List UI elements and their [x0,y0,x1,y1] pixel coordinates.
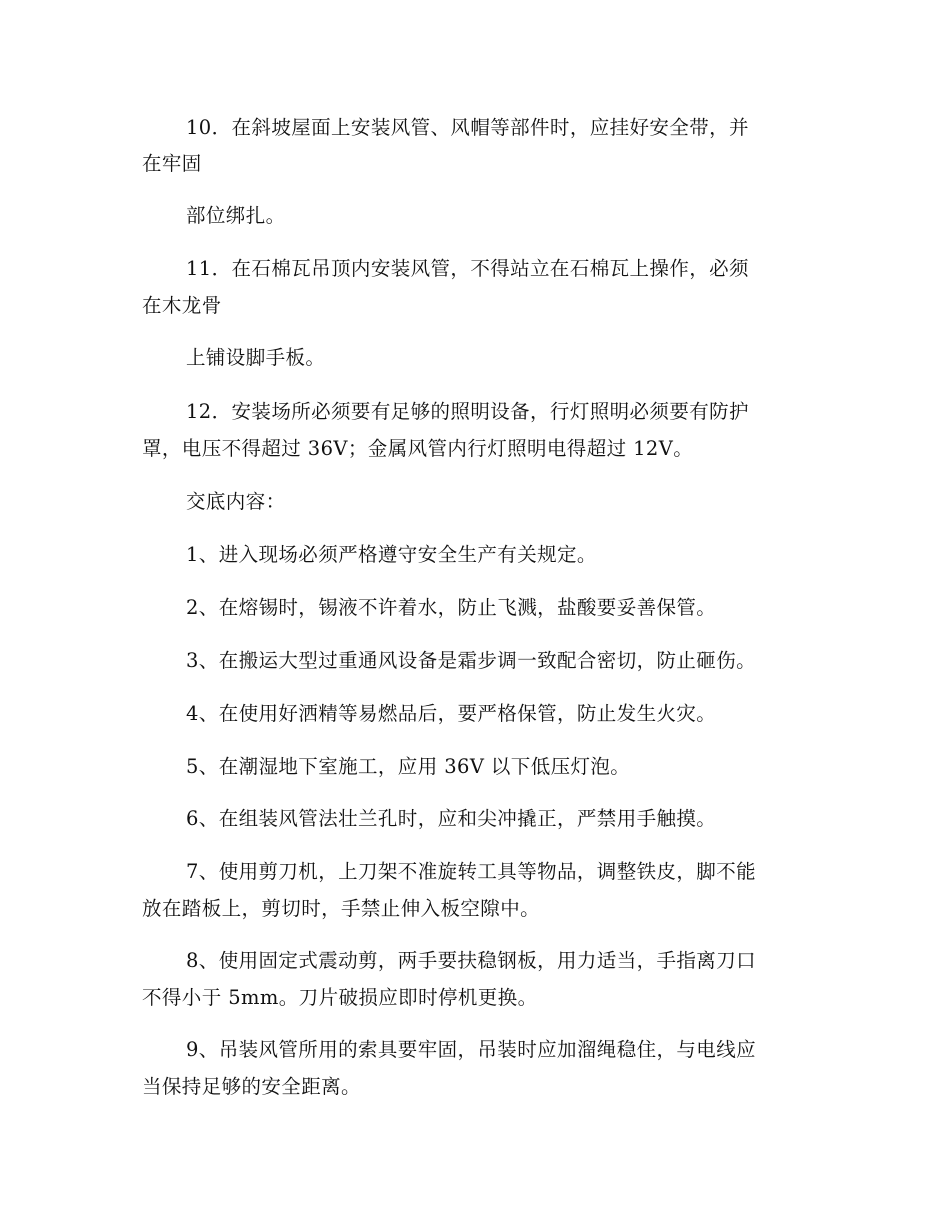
text-line: 部位绑扎。 [186,204,286,227]
text-line: 在木龙骨 [142,294,222,317]
list-item: 3、在搬运大型过重通风设备是霜步调一致配合密切，防止砸伤。 [186,649,757,672]
text-line: 12．安装场所必须要有足够的照明设备，行灯照明必须要有防护 [186,400,749,423]
text-line: 11．在石棉瓦吊顶内安装风管，不得站立在石棉瓦上操作，必须 [186,257,749,280]
text-line: 当保持足够的安全距离。 [142,1075,361,1098]
text-line: 罩，电压不得超过 36V；金属风管内行灯照明电得超过 12V。 [142,437,694,460]
list-item: 2、在熔锡时，锡液不许着水，防止飞溅，盐酸要妥善保管。 [186,596,717,619]
text-line: 上铺设脚手板。 [186,346,326,369]
text-line: 放在踏板上，剪切时，手禁止伸入板空隙中。 [142,897,541,920]
list-item: 6、在组装风管法壮兰孔时，应和尖冲撬正，严禁用手触摸。 [186,807,717,830]
list-item: 4、在使用好洒精等易燃品后，要严格保管，防止发生火灾。 [186,702,717,725]
list-item: 7、使用剪刀机，上刀架不准旋转工具等物品，调整铁皮，脚不能 [186,860,757,883]
list-item: 1、进入现场必须严格遵守安全生产有关规定。 [186,543,597,566]
section-heading: 交底内容： [186,490,286,513]
text-line: 在牢固 [142,152,202,175]
list-item: 9、吊装风管所用的索具要牢固，吊装时应加溜绳稳住，与电线应 [186,1038,757,1061]
list-item: 8、使用固定式震动剪，两手要扶稳钢板，用力适当，手指离刀口 [186,949,757,972]
text-line: 10．在斜坡屋面上安装风管、风帽等部件时，应挂好安全带，并 [186,116,749,139]
text-line: 不得小于 5mm。刀片破损应即时停机更换。 [142,986,538,1009]
list-item: 5、在潮湿地下室施工，应用 36V 以下低压灯泡。 [186,755,631,778]
